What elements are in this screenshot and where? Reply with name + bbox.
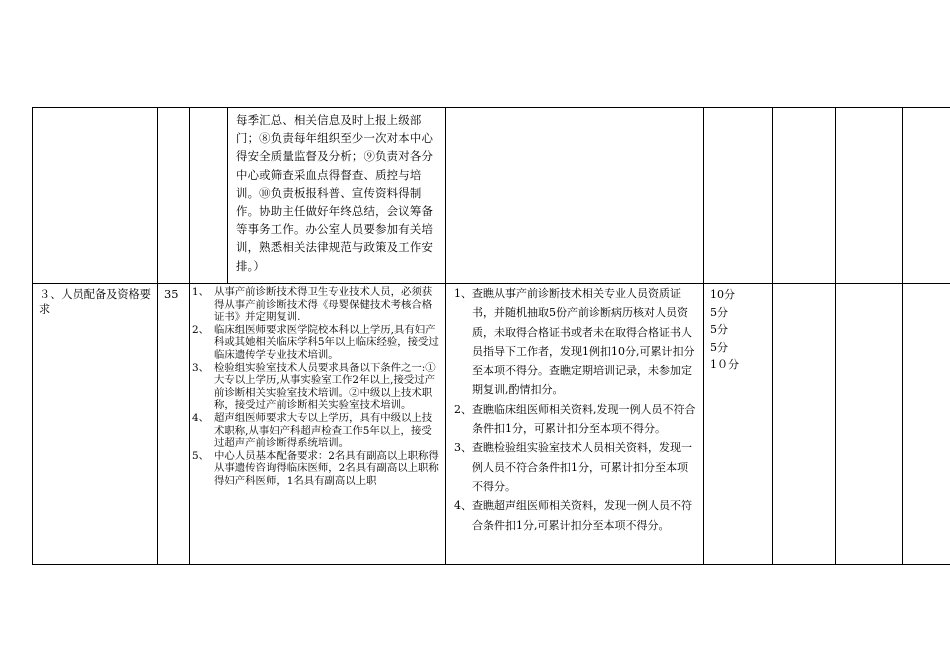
list-item: 3、 查瞧检验组实验室技术人员相关资料，发现一例人员不符合条件扣1分，可累计扣分至本项不得分。 bbox=[454, 441, 692, 493]
list-item: 5、 中心人员基本配备要求：2名具有副高以上职称得从事遗传咨询得临床医师，2名具有副高以上职称得妇产科医师，1名具有副高以上职 bbox=[192, 449, 439, 487]
cell-score-empty bbox=[158, 108, 190, 284]
points-value: 10分 bbox=[710, 288, 735, 301]
points-list bbox=[704, 284, 772, 374]
cell-checks bbox=[446, 284, 704, 565]
cell-requirements bbox=[190, 284, 446, 565]
cell-empty bbox=[190, 108, 228, 284]
points-value: 5分 bbox=[710, 305, 728, 319]
cell-item bbox=[33, 284, 158, 565]
item-title: ３、人员配备及资格要求 bbox=[39, 288, 151, 317]
continuation-text: 每季汇总、相关信息及时上报上级部门；⑧负责每年组织至少一次对本中心得安全质量监督及分析；⑨负责对各分中心或筛查采血点得督查、质控与培训。⑩负责板报科普、宣传资料得制作。协助主任做好年终总结，会议筹备等事务工作。办公室人员要参加有关培训，熟悉相关法律规范与政策及工作安排。） bbox=[236, 113, 434, 273]
list-item: 1、 查瞧从事产前诊断技术相关专业人员资质证书，并随机抽取5份产前诊断病历核对人员资质，未取得合格证书或者未在取得合格证书人员指导下工作者，发现1例扣10分,可累计扣分至本项不得分。查瞧定期培训记录，未参加定期复训,酌情扣分。 bbox=[454, 287, 695, 397]
item-score: 35 bbox=[164, 287, 179, 301]
list-item: 1、 从事产前诊断技术得卫生专业技术人员，必须获得从事产前诊断技术得《母婴保健技术考核合格证书》并定期复训. bbox=[192, 286, 433, 324]
cell-method-empty bbox=[446, 108, 704, 284]
table-row-staffing bbox=[33, 284, 950, 565]
cell-empty bbox=[836, 108, 903, 284]
scoring-table bbox=[32, 107, 950, 565]
list-item: 3、 检验组实验室技术人员要求具备以下条件之一:① 大专以上学历,从事实验室工作2年以上,接受过产前诊断相关实验室技术培训。②中级以上技术职称，接受过产前诊断相关实验室技术培训。 bbox=[192, 361, 436, 412]
list-item: 4、 查瞧超声组医师相关资料，发现一例人员不符合条件扣1分,可累计扣分至本项不得分。 bbox=[454, 499, 692, 532]
cell-continuation bbox=[228, 108, 446, 284]
list-item: 2、 临床组医师要求医学院校本科以上学历,具有妇产科或其她相关临床学科5年以上临床经验，接受过临床遗传学专业技术培训。 bbox=[192, 323, 439, 361]
checks-list bbox=[446, 284, 703, 535]
cell-item-empty bbox=[33, 108, 158, 284]
cell-empty bbox=[836, 284, 903, 565]
cell-empty bbox=[903, 108, 950, 284]
cell-empty bbox=[773, 108, 836, 284]
table-row-continuation bbox=[33, 108, 950, 284]
points-value: 5分 bbox=[710, 323, 728, 337]
cell-empty bbox=[903, 284, 950, 565]
list-item: 4、 超声组医师要求大专以上学历，具有中级以上技术职称,从事妇产科超声检查工作5年以上，接受过超声产前诊断得系统培训。 bbox=[192, 411, 433, 450]
cell-points bbox=[704, 284, 773, 565]
cell-points-empty bbox=[704, 108, 773, 284]
points-value: 5分 bbox=[710, 340, 728, 354]
points-value: 1０分 bbox=[710, 358, 739, 372]
cell-empty bbox=[773, 284, 836, 565]
requirements-list bbox=[190, 284, 445, 488]
list-item: 2、 查瞧临床组医师相关资料,发现一例人员不符合条件扣1分，可累计扣分至本项不得分。 bbox=[454, 402, 696, 436]
cell-score bbox=[158, 284, 190, 565]
